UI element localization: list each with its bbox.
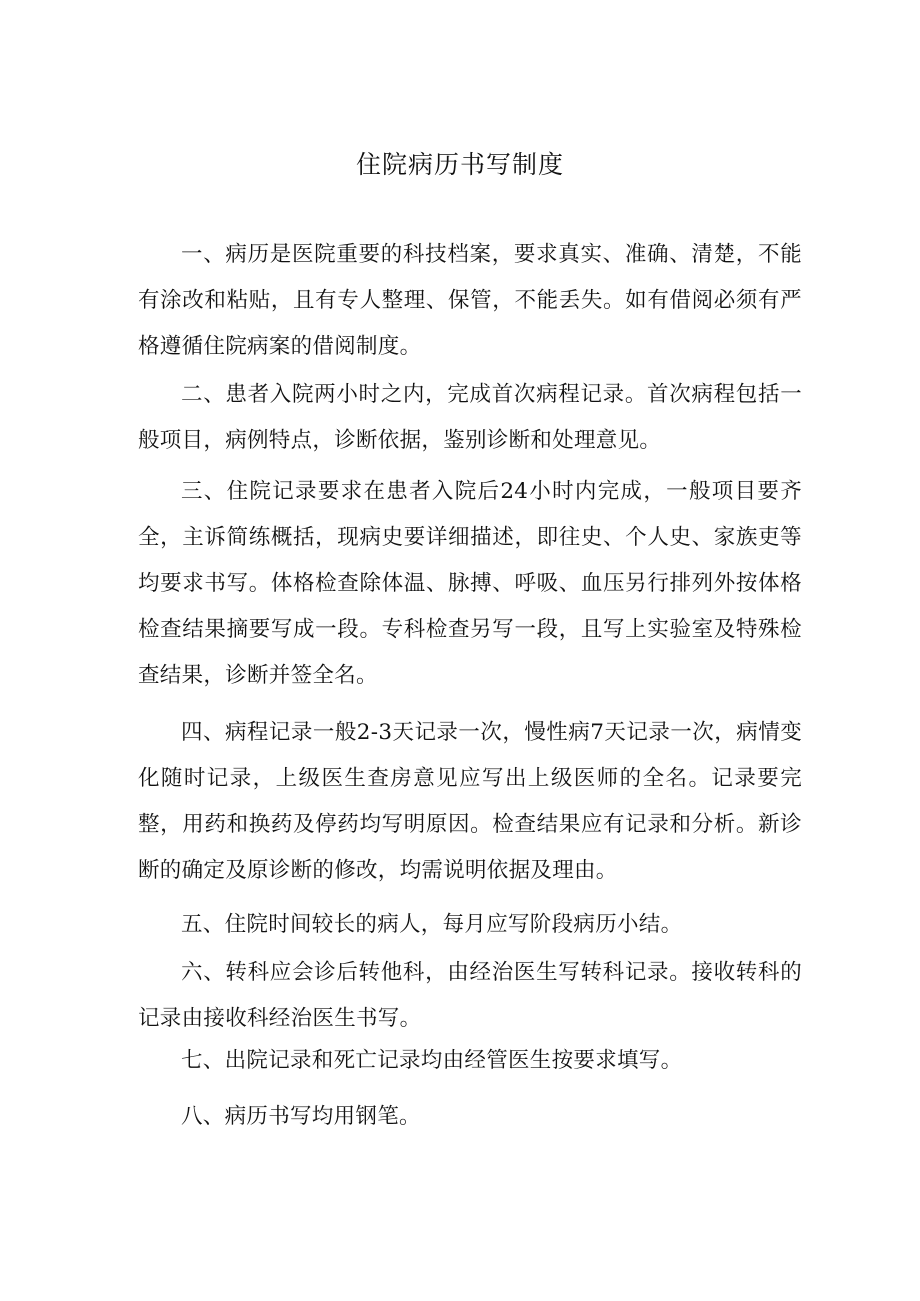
paragraph-1: 一、病历是医院重要的科技档案，要求真实、准确、清楚，不能有涂改和粘贴，且有专人整理、保管，不能丢失。如有借阅必须有严格遵循住院病案的借阅制度。 bbox=[138, 242, 802, 359]
document-title: 住院病历书写制度 bbox=[355, 150, 564, 179]
paragraph-2: 二、患者入院两小时之内，完成首次病程记录。首次病程包括一般项目，病例特点，诊断依据，鉴别诊断和处理意见。 bbox=[138, 382, 802, 453]
paragraph-7: 七、出院记录和死亡记录均由经管医生按要求填写。 bbox=[181, 1048, 683, 1073]
paragraph-3: 三、住院记录要求在患者入院后24小时内完成，一般项目要齐全，主诉简练概括，现病史要详细描述，即往史、个人史、家族吏等均要求书写。体格检查除体温、脉搏、呼吸、血压另行排列外按体格检查结果摘要写成一段。专科检查另写一段，且写上实验室及特殊检查结果，诊断并签全名。 bbox=[138, 479, 802, 688]
paragraph-6: 六、转科应会诊后转他科，由经治医生写转科记录。接收转科的记录由接收科经治医生书写。 bbox=[138, 960, 802, 1031]
paragraph-8: 八、病历书写均用钢笔。 bbox=[181, 1104, 421, 1129]
paragraph-4: 四、病程记录一般2-3天记录一次，慢性病7天记录一次，病情变化随时记录，上级医生查房意见应写出上级医师的全名。记录要完整，用药和换药及停药均写明原因。检查结果应有记录和分析。新诊断的确定及原诊断的修改，均需说明依据及理由。 bbox=[138, 720, 802, 883]
paragraph-5: 五、住院时间较长的病人，每月应写阶段病历小结。 bbox=[181, 912, 683, 937]
